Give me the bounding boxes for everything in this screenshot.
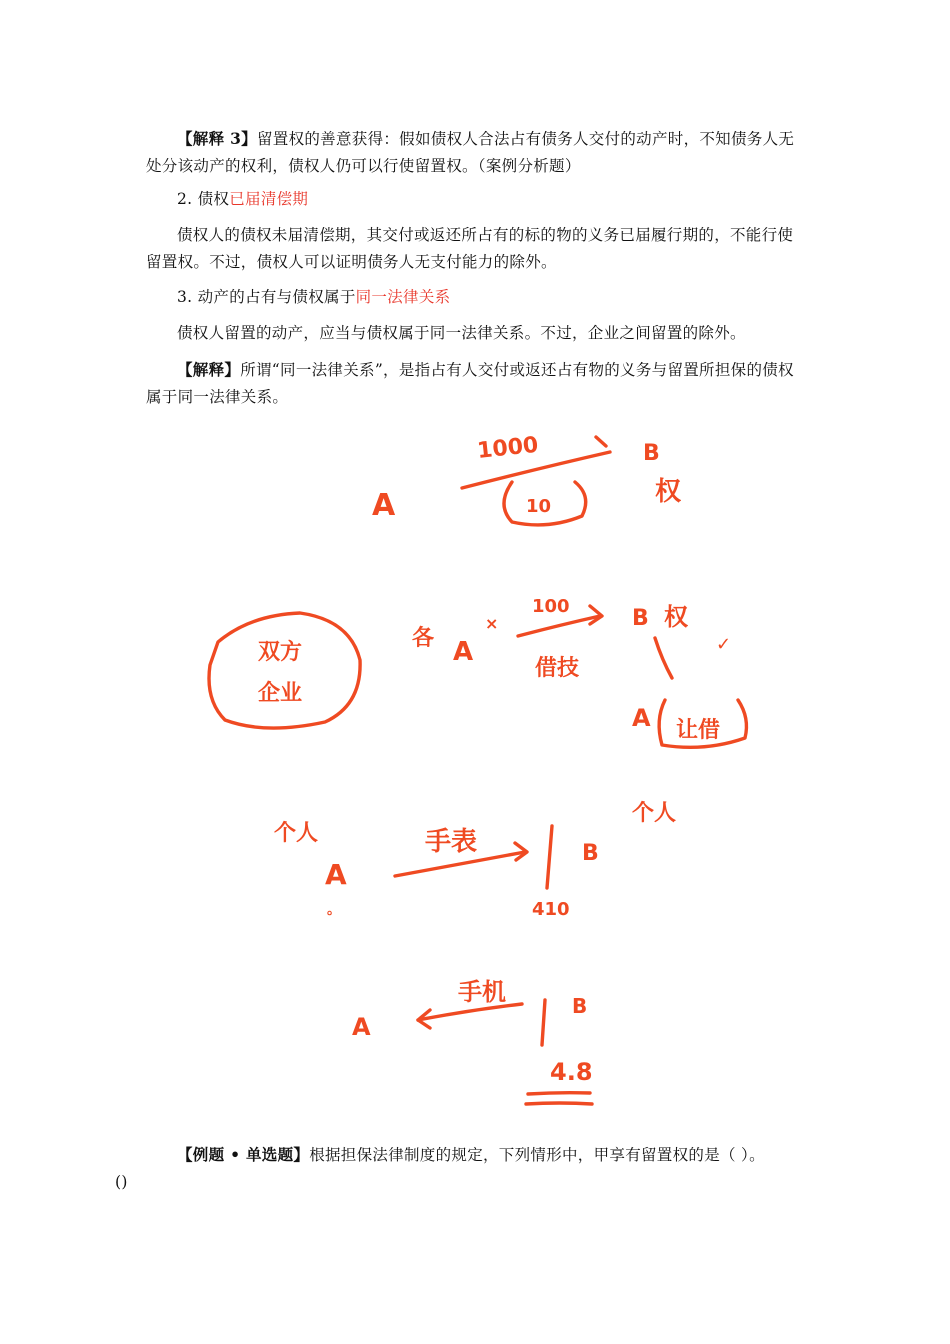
d1-party-b: B [643,441,660,466]
heading-2-prefix: 2. 债权 [177,190,230,208]
d2-prefix: 各 [412,626,435,651]
d2-oval-line2: 企业 [258,681,303,706]
d3-party-a: A [325,858,347,891]
d1-party-a: A [372,488,396,523]
d2-right-note: 权 [664,603,688,631]
explanation-3-tag: 【解释 3】 [177,129,257,148]
diagram-1 [372,433,682,525]
explanation-tag: 【解释】 [177,360,241,379]
d2-arc-label: 让借 [676,718,721,743]
d2-arrowhead [590,606,602,624]
explanation-text: 所谓“同一法律关系”，是指占有人交付或返还占有物的义务与留置所担保的债权属于同一法律关系。 [146,361,794,406]
diagram-3 [274,801,676,920]
example-text: 根据担保法律制度的规定，下列情形中，甲享有留置权的是（ ）。 [309,1146,765,1164]
example-tag: 【例题 • 单选题】 [177,1145,310,1164]
d4-party-b: B [572,994,588,1018]
explanation-3-text: 留置权的善意获得：假如债权人合法占有债务人交付的动产时，不知债务人无处分该动产的权利，债权人仍可以行使留置权。（案例分析题） [146,130,795,175]
d2-arrow-line [518,616,600,636]
diagram-4 [352,978,593,1104]
d2-party-a2: A [632,704,651,732]
d2-party-a: A [453,637,474,667]
heading-3-prefix: 3. 动产的占有与债权属于 [177,288,356,306]
heading-3-highlight: 同一法律关系 [355,288,451,306]
d4-label: 手机 [458,978,506,1006]
claim-not-due-text: 债权人的债权未届清偿期，其交付或返还所占有的标的物的义务已届履行期的，不能行使留置权。不过，债权人可以证明债务人无支付能力的除外。 [146,226,794,271]
d2-amount: 100 [532,596,570,617]
d2-down-line [655,638,672,678]
d2-oval [209,613,360,728]
d4-underline-1 [528,1093,590,1094]
d2-oval-line1: 双方 [258,640,303,665]
d4-underline-2 [526,1103,592,1104]
d4-arrow-line [418,1004,522,1020]
d4-vertical-bar [542,1000,545,1045]
d2-cross: × [485,614,499,633]
diagram-2 [209,596,746,747]
d2-check-mark: ✓ [716,634,732,655]
same-relation-text: 债权人留置的动产，应当与债权属于同一法律关系。不过，企业之间留置的除外。 [177,324,746,342]
d1-circled-value: 10 [526,496,552,517]
d3-party-b: B [582,841,599,866]
d2-party-b: B [632,606,649,631]
d4-party-a: A [352,1013,371,1041]
heading-2-highlight: 已届清偿期 [229,190,309,208]
example-tail: () [115,1173,128,1191]
d3-dot: 。 [327,902,341,918]
d3-label: 手表 [425,827,478,857]
d1-amount: 1000 [476,432,540,464]
d4-value: 4.8 [550,1058,593,1086]
d1-right-note: 权 [655,477,682,507]
d2-under-label: 借技 [535,656,580,681]
paragraph-example-question [115,1141,808,1196]
d3-value: 410 [532,899,570,920]
d3-right-note: 个人 [632,801,677,826]
d3-left-note: 个人 [274,821,319,846]
d3-vertical-bar [547,826,552,888]
d1-tick [596,437,606,446]
